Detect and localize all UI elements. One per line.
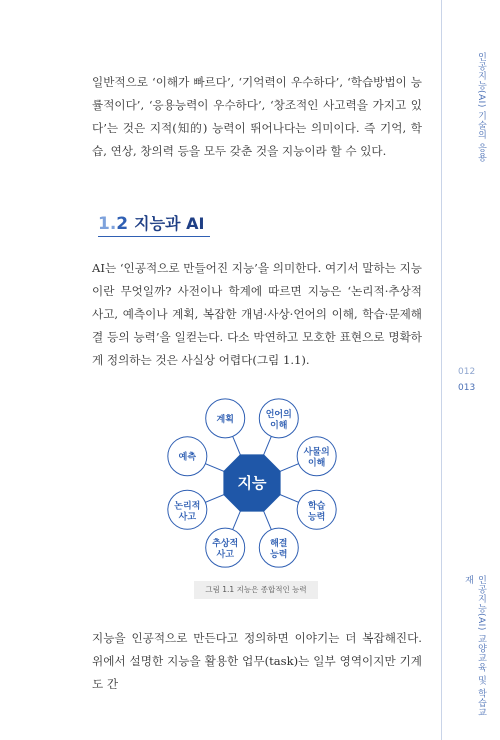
section-number-major: 1. [98, 214, 117, 234]
body-paragraph: AI는 ‘인공적으로 만들어진 지능’을 의미한다. 여기서 말하는 지능이란 무엇일까? 사전이나 학계에 따르면 지능은 ‘논리적·추상적 사고, 예측이나 계획, 복잡한 개념·사상·언어의 이해, 학습·문제해결 등의 능력’을 일컫는다. 다소 막연하고 모호한 표현으로 명확하게 정의하는 것은 사실상 어렵다(그림 1.1). [92, 261, 422, 367]
diagram-node-label: 학습 [307, 501, 326, 512]
section-heading [98, 211, 204, 234]
closing-paragraph: 지능을 인공적으로 만든다고 정의하면 이야기는 더 복잡해진다. 위에서 설명한 지능을 활용한 업무(task)는 일부 영역이지만 기계도 간 [92, 631, 422, 691]
diagram-node-label: 추상적 [212, 539, 239, 550]
diagram-node-label: 이해 [307, 458, 326, 469]
section-underline [98, 236, 210, 237]
diagram-node-label: 능력 [307, 512, 326, 523]
diagram-node-label: 이해 [270, 420, 288, 431]
intelligence-diagram [152, 388, 352, 582]
section-title: 지능과 AI [134, 214, 205, 233]
diagram-node-label: 언어의 [265, 409, 292, 420]
figure-caption: 그림 1.1 지능은 종합적인 능력 [194, 581, 318, 599]
diagram-node-label: 사고 [216, 550, 234, 561]
diagram-node-label: 해결 [270, 539, 288, 550]
section-number [98, 214, 128, 234]
intro-paragraph: 일반적으로 ‘이해가 빠르다’, ‘기억력이 우수하다’, ‘학습방법이 능률적이다’, ‘응용능력이 우수하다’, ‘창조적인 사고력을 가지고 있다’는 것은 지적(知的) 능력이 뛰어나다는 의미이다. 즉 기억, 학습, 연상, 창의력 등을 모두 갖춘 것을 지능이라 할 수 있다. [92, 75, 422, 158]
diagram-node-label: 사물의 [303, 447, 330, 458]
sidebar-divider [441, 0, 442, 740]
running-header: 인공지능(AI) 기술의 응용 [476, 52, 486, 163]
diagram-center-label: 지능 [237, 474, 267, 492]
diagram-node-label: 논리적 [174, 501, 201, 512]
diagram-node-label: 예측 [178, 452, 197, 463]
diagram-node-label: 계획 [216, 414, 234, 425]
diagram-svg [152, 388, 352, 578]
running-footer: 인공지능(AI) 교양교육 및 학습교재 [463, 575, 486, 717]
diagram-node-label: 능력 [270, 550, 288, 561]
diagram-node-label: 사고 [178, 512, 197, 523]
page-number-left: 012 [458, 367, 476, 377]
page-number-right: 013 [458, 383, 476, 393]
section-number-minor: 2 [116, 214, 129, 234]
